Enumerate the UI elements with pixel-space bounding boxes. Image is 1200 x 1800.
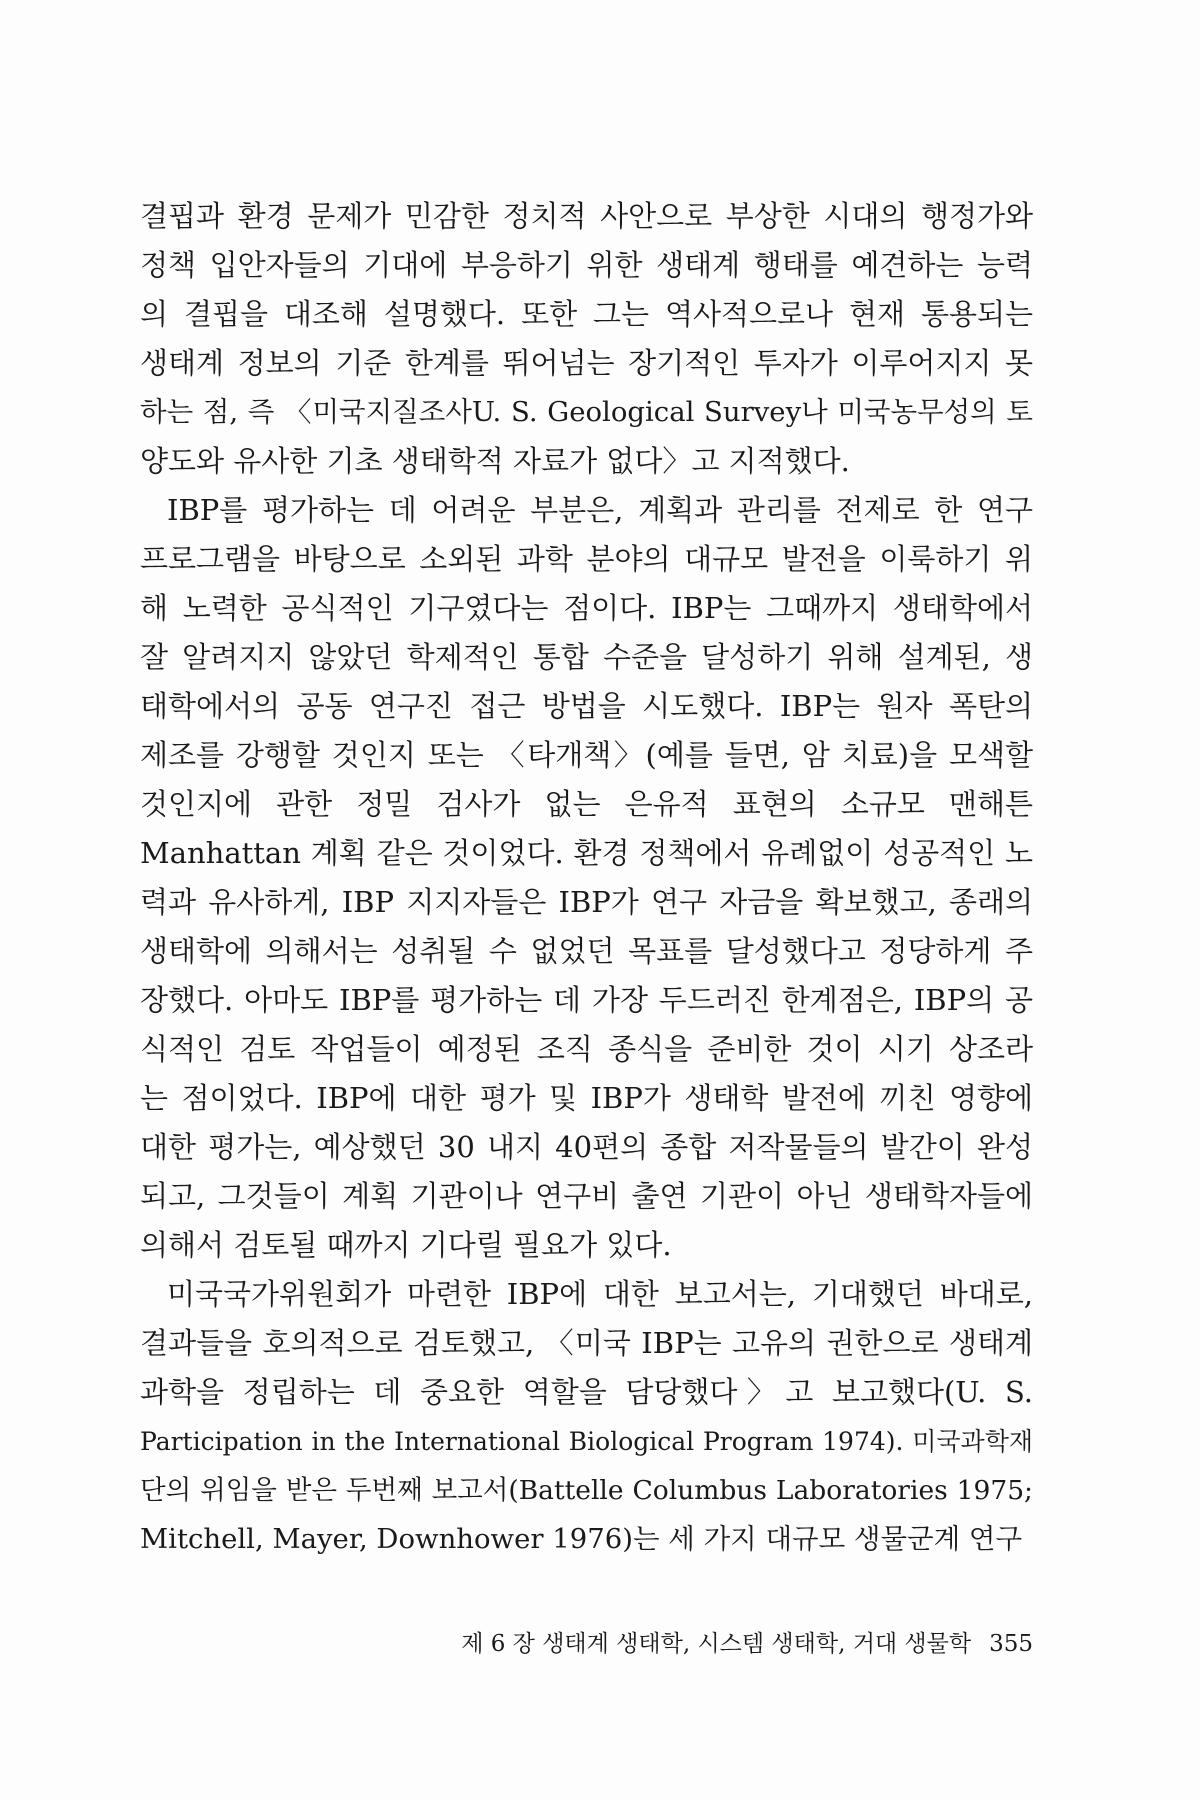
text-line: 결과들을 호의적으로 검토했고, 〈미국 IBP는 고유의 권한으로 생태계 (140, 1326, 1033, 1360)
text-line: Mitchell, Mayer, Downhower 1976)는 세 가지 대규모 생물군계 연구 (140, 1523, 1023, 1555)
text-line: 단의 위임을 받은 두번째 보고서(Battelle Columbus Laboratories 1975; (140, 1475, 1033, 1506)
text-line: 양도와 유사한 기초 생태학적 자료가 없다〉고 지적했다. (140, 444, 850, 478)
text-line: 생태학에 의해서는 성취될 수 없었던 목표를 달성했다고 정당하게 주 (140, 934, 1033, 968)
text-line: Participation in the International Biological Program 1974). 미국과학재 (140, 1427, 1033, 1456)
paragraph (140, 1270, 1033, 1564)
text-line: 과학을 정립하는 데 중요한 역할을 담당했다〉고 보고했다(U. S. (140, 1375, 1033, 1409)
text-line: 것인지에 관한 정밀 검사가 없는 은유적 표현의 소규모 맨해튼 (140, 787, 1033, 821)
page-number: 355 (989, 1631, 1033, 1657)
text-line: 잘 알려지지 않았던 학제적인 통합 수준을 달성하기 위해 설계된, 생 (140, 640, 1033, 674)
text-line: 장했다. 아마도 IBP를 평가하는 데 가장 두드러진 한계점은, IBP의 공 (140, 983, 1033, 1017)
text-line: 결핍과 환경 문제가 민감한 정치적 사안으로 부상한 시대의 행정가와 (140, 199, 1033, 233)
paragraph (140, 192, 1033, 486)
text-line: 되고, 그것들이 계획 기관이나 연구비 출연 기관이 아닌 생태학자들에 (140, 1179, 1033, 1213)
text-line: 력과 유사하게, IBP 지지자들은 IBP가 연구 자금을 확보했고, 종래의 (140, 885, 1033, 919)
text-line: 제조를 강행할 것인지 또는 〈타개책〉(예를 들면, 암 치료)을 모색할 (140, 738, 1033, 772)
text-line: 정책 입안자들의 기대에 부응하기 위한 생태계 행태를 예견하는 능력 (140, 248, 1033, 282)
text-line: 프로그램을 바탕으로 소외된 과학 분야의 대규모 발전을 이룩하기 위 (140, 542, 1033, 576)
text-line: 의해서 검토될 때까지 기다릴 필요가 있다. (140, 1228, 672, 1262)
text-line: 는 점이었다. IBP에 대한 평가 및 IBP가 생태학 발전에 끼친 영향에 (140, 1081, 1033, 1115)
text-line: IBP를 평가하는 데 어려운 부분은, 계획과 관리를 전제로 한 연구 (167, 493, 1033, 527)
text-line: Manhattan 계획 같은 것이었다. 환경 정책에서 유례없이 성공적인 노 (140, 836, 1033, 870)
body-text (140, 192, 1033, 1564)
text-line: 의 결핍을 대조해 설명했다. 또한 그는 역사적으로나 현재 통용되는 (140, 297, 1033, 331)
text-line: 태학에서의 공동 연구진 접근 방법을 시도했다. IBP는 원자 폭탄의 (140, 689, 1033, 723)
text-line: 생태계 정보의 기준 한계를 뛰어넘는 장기적인 투자가 이루어지지 못 (140, 346, 1033, 380)
paragraph (140, 486, 1033, 1270)
text-line: 식적인 검토 작업들이 예정된 조직 종식을 준비한 것이 시기 상조라 (140, 1032, 1033, 1066)
text-line: 미국국가위원회가 마련한 IBP에 대한 보고서는, 기대했던 바대로, (167, 1277, 1033, 1311)
text-line: 하는 점, 즉 〈미국지질조사U. S. Geological Survey나 미국농무성의 토 (140, 396, 1033, 428)
text-line: 대한 평가는, 예상했던 30 내지 40편의 종합 저작물들의 발간이 완성 (140, 1130, 1033, 1164)
text-line: 해 노력한 공식적인 기구였다는 점이다. IBP는 그때까지 생태학에서 (140, 591, 1033, 625)
running-footer (140, 1625, 1033, 1658)
chapter-title: 제 6 장 생태계 생태학, 시스템 생태학, 거대 생물학 (461, 1631, 972, 1657)
